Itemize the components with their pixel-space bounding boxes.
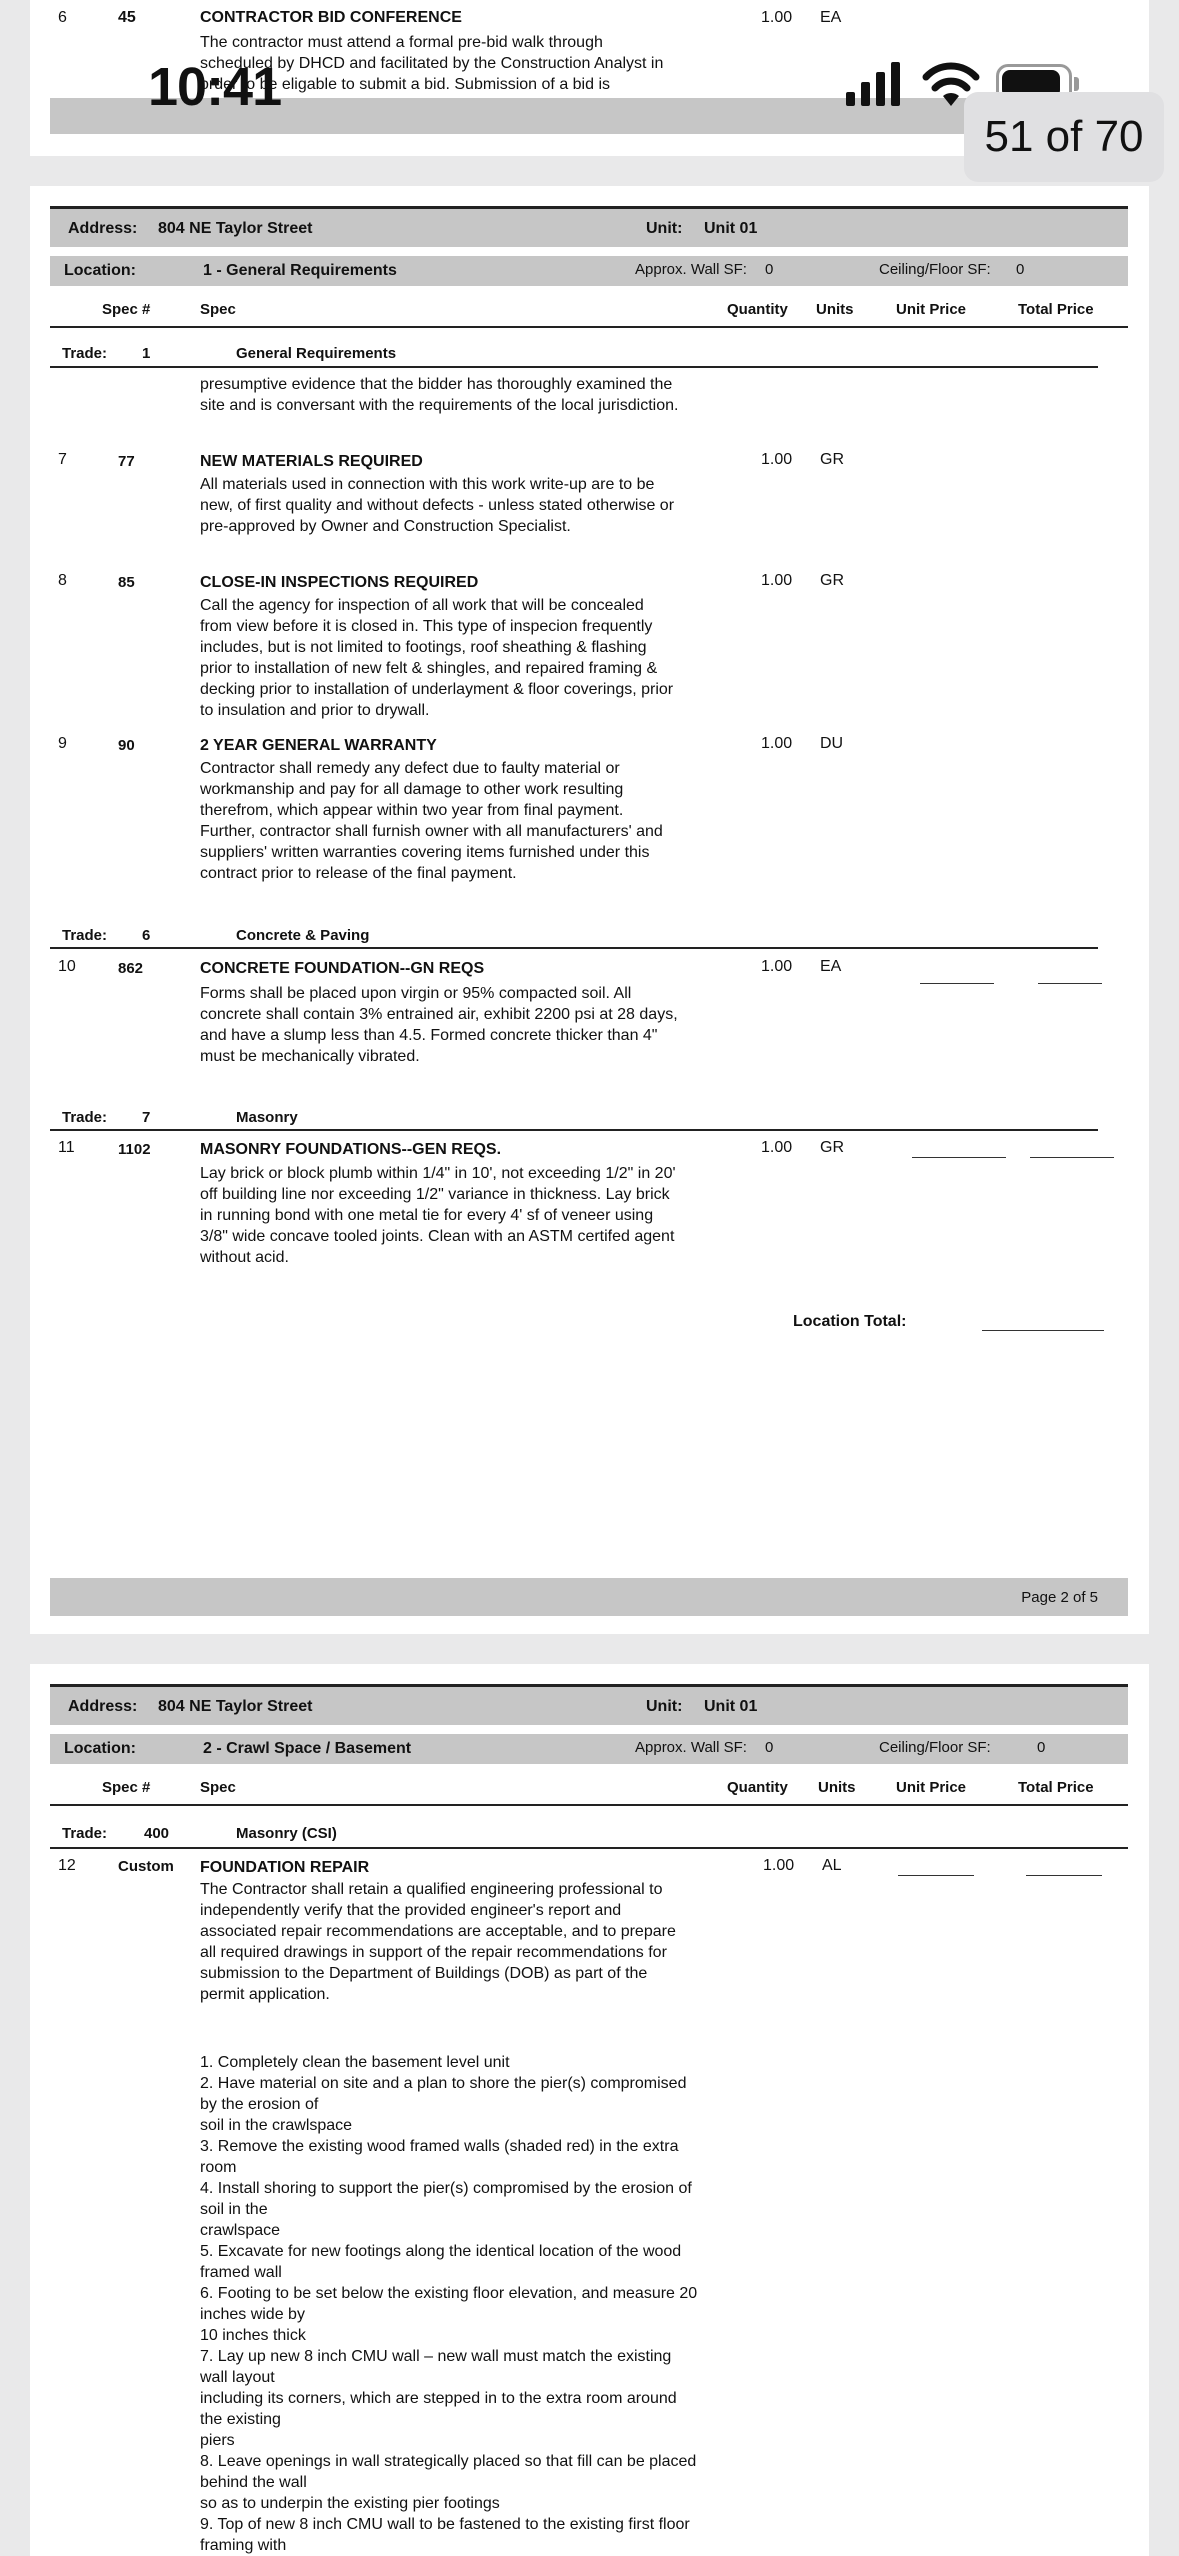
col-spec: Spec — [200, 301, 236, 318]
header-rule — [50, 326, 1128, 328]
total-price-blank — [1026, 1875, 1102, 1876]
item-units: EA — [820, 958, 842, 975]
ceiling-floor-value: 0 — [1037, 1739, 1046, 1756]
item-title: CONCRETE FOUNDATION--GN REQS — [200, 960, 485, 977]
unit-price-blank — [912, 1157, 1006, 1158]
spec-number: 45 — [118, 9, 136, 26]
repair-step-line: so as to underpin the existing pier footings — [200, 2495, 500, 2512]
location-value: 1 - General Requirements — [203, 262, 397, 279]
item-description: All materials used in connection with this work write-up are to be new, of first quality and without defects - unless stated otherwise or pre-approved by Owner and Construction Specialist. — [200, 476, 675, 535]
approx-wall-value: 0 — [765, 261, 774, 278]
item-title: MASONRY FOUNDATIONS--GEN REQS. — [200, 1141, 502, 1158]
item-units: AL — [822, 1857, 842, 1874]
trade-rule — [50, 366, 1098, 368]
trade-number: 1 — [142, 345, 151, 362]
cellular-signal-icon — [846, 62, 904, 106]
total-price-blank — [1038, 983, 1102, 984]
item-quantity: 1.00 — [761, 451, 793, 468]
item-description: Call the agency for inspection of all work that will be concealed from view before it is closed in. This type of inspecion frequently includes, but is not limited to footings, roof sheathing & flashing prior to installation of new felt & shingles, and repaired framing & decking prior to installation of underlayment & floor coverings, prior to insulation and prior to drywall. — [200, 597, 674, 719]
col-quantity: Quantity — [727, 1779, 788, 1796]
page-footer-band — [50, 1578, 1128, 1616]
approx-wall-label: Approx. Wall SF: — [635, 1739, 747, 1756]
location-total-blank — [982, 1330, 1104, 1331]
col-spec-num: Spec # — [102, 1779, 151, 1796]
location-band — [50, 256, 1128, 286]
repair-step-line: 2. Have material on site and a plan to shore the pier(s) compromised by the erosion of — [200, 2075, 687, 2113]
item-number: 7 — [58, 451, 67, 468]
location-band — [50, 1734, 1128, 1764]
col-spec: Spec — [200, 1779, 236, 1796]
item-number: 8 — [58, 572, 67, 589]
item-quantity: 1.00 — [763, 1857, 795, 1874]
location-label: Location: — [64, 1740, 136, 1757]
spec-number: 85 — [118, 574, 135, 591]
item-title: CLOSE-IN INSPECTIONS REQUIRED — [200, 574, 479, 591]
spec-number: 90 — [118, 737, 135, 754]
trade-name: Masonry (CSI) — [236, 1825, 337, 1842]
spec-number: Custom — [118, 1858, 174, 1875]
repair-step-line: 7. Lay up new 8 inch CMU wall – new wall must match the existing wall layout — [200, 2348, 672, 2386]
trade-name: Concrete & Paving — [236, 927, 370, 944]
ceiling-floor-value: 0 — [1016, 261, 1025, 278]
location-value: 2 - Crawl Space / Basement — [203, 1740, 412, 1757]
repair-steps-list — [200, 2052, 700, 2556]
trade-rule — [50, 1129, 1098, 1131]
trade-number: 6 — [142, 927, 151, 944]
header-rule — [50, 1804, 1128, 1806]
item-title: 2 YEAR GENERAL WARRANTY — [200, 737, 437, 754]
trade-number: 7 — [142, 1109, 151, 1126]
trade-label: Trade: — [62, 927, 108, 944]
page-sheet — [30, 1664, 1149, 2556]
address-band — [50, 1684, 1128, 1725]
repair-step-line: 6. Footing to be set below the existing floor elevation, and measure 20 inches wide by — [200, 2285, 698, 2323]
item-units: EA — [820, 9, 842, 26]
trade-label: Trade: — [62, 1109, 108, 1126]
col-spec-num: Spec # — [102, 301, 151, 318]
unit-price-blank — [898, 1875, 974, 1876]
col-units: Units — [818, 1779, 856, 1796]
trade-label: Trade: — [62, 345, 108, 362]
unit-label: Unit: — [646, 220, 683, 237]
ceiling-floor-label: Ceiling/Floor SF: — [879, 1739, 991, 1756]
page-number: Page 2 of 5 — [1021, 1589, 1098, 1606]
col-units: Units — [816, 301, 854, 318]
item-title: CONTRACTOR BID CONFERENCE — [200, 9, 462, 26]
item-description: The Contractor shall retain a qualified engineering professional to independently verify that the provided engineer's report and associated repair recommendations are acceptable, and to prepare all required drawings in support of the repair recommendations for submission to the Department of Buildings (DOB) as part of the permit application. — [200, 1881, 676, 2003]
item-number: 6 — [58, 9, 67, 26]
item-description: Lay brick or block plumb within 1/4" in 10', not exceeding 1/2" in 20' off building line nor exceeding 1/2" variance in thickness. Lay brick in running bond with one metal tie for every 4' sf of veneer using 3/8" wide concave tooled joints. Clean with an ASTM certifed agent without acid. — [200, 1165, 676, 1266]
trade-label: Trade: — [62, 1825, 108, 1842]
repair-step-line: 3. Remove the existing wood framed walls (shaded red) in the extra room — [200, 2138, 679, 2176]
item-quantity: 1.00 — [761, 9, 793, 26]
col-total-price: Total Price — [1018, 301, 1094, 318]
page-counter-badge: 51 of 70 — [964, 92, 1164, 182]
item-units: GR — [820, 451, 844, 468]
repair-step-line: 4. Install shoring to support the pier(s) compromised by the erosion of soil in the — [200, 2180, 692, 2218]
ceiling-floor-label: Ceiling/Floor SF: — [879, 261, 991, 278]
col-quantity: Quantity — [727, 301, 788, 318]
repair-step-line: including its corners, which are stepped in to the extra room around the existing — [200, 2390, 677, 2428]
repair-step-line: 5. Excavate for new footings along the identical location of the wood framed wall — [200, 2243, 682, 2281]
approx-wall-value: 0 — [765, 1739, 774, 1756]
item-quantity: 1.00 — [761, 958, 793, 975]
unit-price-blank — [920, 983, 994, 984]
address-band — [50, 206, 1128, 247]
location-label: Location: — [64, 262, 136, 279]
address-value: 804 NE Taylor Street — [158, 1698, 313, 1715]
repair-step-line: crawlspace — [200, 2222, 281, 2239]
trade-rule — [50, 1847, 1128, 1849]
item-description: Forms shall be placed upon virgin or 95% compacted soil. All concrete shall contain 3% entrained air, exhibit 2200 psi at 28 days, and have a slump less than 4.5. Formed concrete thicker than 4" must be mechanically vibrated. — [200, 985, 678, 1065]
col-total-price: Total Price — [1018, 1779, 1094, 1796]
trade-rule — [50, 947, 1098, 949]
item-units: GR — [820, 572, 844, 589]
trade-name: Masonry — [236, 1109, 298, 1126]
repair-step-line: 1. Completely clean the basement level unit — [200, 2054, 510, 2071]
repair-step-line: 8. Leave openings in wall strategically placed so that fill can be placed behind the wall — [200, 2453, 697, 2491]
unit-label: Unit: — [646, 1698, 683, 1715]
col-unit-price: Unit Price — [896, 1779, 967, 1796]
repair-step-line: 9. Top of new 8 inch CMU wall to be fastened to the existing first floor framing with — [200, 2516, 690, 2554]
item-title: FOUNDATION REPAIR — [200, 1859, 370, 1876]
spec-number: 862 — [118, 960, 144, 977]
item-quantity: 1.00 — [761, 1139, 793, 1156]
item-quantity: 1.00 — [761, 735, 793, 752]
repair-step-line: 10 inches thick — [200, 2327, 306, 2344]
spec-number: 1102 — [118, 1141, 151, 1158]
item-number: 12 — [58, 1857, 76, 1874]
item-units: DU — [820, 735, 844, 752]
address-label: Address: — [68, 1698, 138, 1715]
item-units: GR — [820, 1139, 844, 1156]
location-total-label: Location Total: — [793, 1313, 907, 1330]
total-price-blank — [1030, 1157, 1114, 1158]
repair-step-line: piers — [200, 2432, 235, 2449]
trade-name: General Requirements — [236, 345, 397, 362]
repair-step-line: soil in the crawlspace — [200, 2117, 353, 2134]
address-label: Address: — [68, 220, 138, 237]
continued-description: presumptive evidence that the bidder has thoroughly examined the site and is conversant with the requirements of the local jurisdiction. — [200, 376, 679, 414]
item-number: 10 — [58, 958, 76, 975]
trade-number: 400 — [144, 1825, 170, 1842]
col-unit-price: Unit Price — [896, 301, 967, 318]
address-value: 804 NE Taylor Street — [158, 220, 313, 237]
unit-value: Unit 01 — [704, 220, 758, 237]
item-number: 11 — [58, 1139, 75, 1156]
approx-wall-label: Approx. Wall SF: — [635, 261, 747, 278]
status-time: 10:41 — [148, 57, 282, 117]
item-description: Contractor shall remedy any defect due to faulty material or workmanship and pay for all damage to other work resulting therefrom, which appear within two year from final payment. Further, contractor shall furnish owner with all manufacturers' and suppliers' written warranties covering items furnished under this contract prior to release of the final payment. — [200, 760, 663, 882]
spec-number: 77 — [118, 453, 135, 470]
item-quantity: 1.00 — [761, 572, 793, 589]
item-number: 9 — [58, 735, 67, 752]
item-description: The contractor must attend a formal pre-bid walk through scheduled by DHCD and facilitated by the Construction Analyst in order to be eligable to submit a bid. Submission of a bid is — [200, 34, 664, 93]
page-sheet — [30, 186, 1149, 1634]
unit-value: Unit 01 — [704, 1698, 758, 1715]
item-title: NEW MATERIALS REQUIRED — [200, 453, 423, 470]
